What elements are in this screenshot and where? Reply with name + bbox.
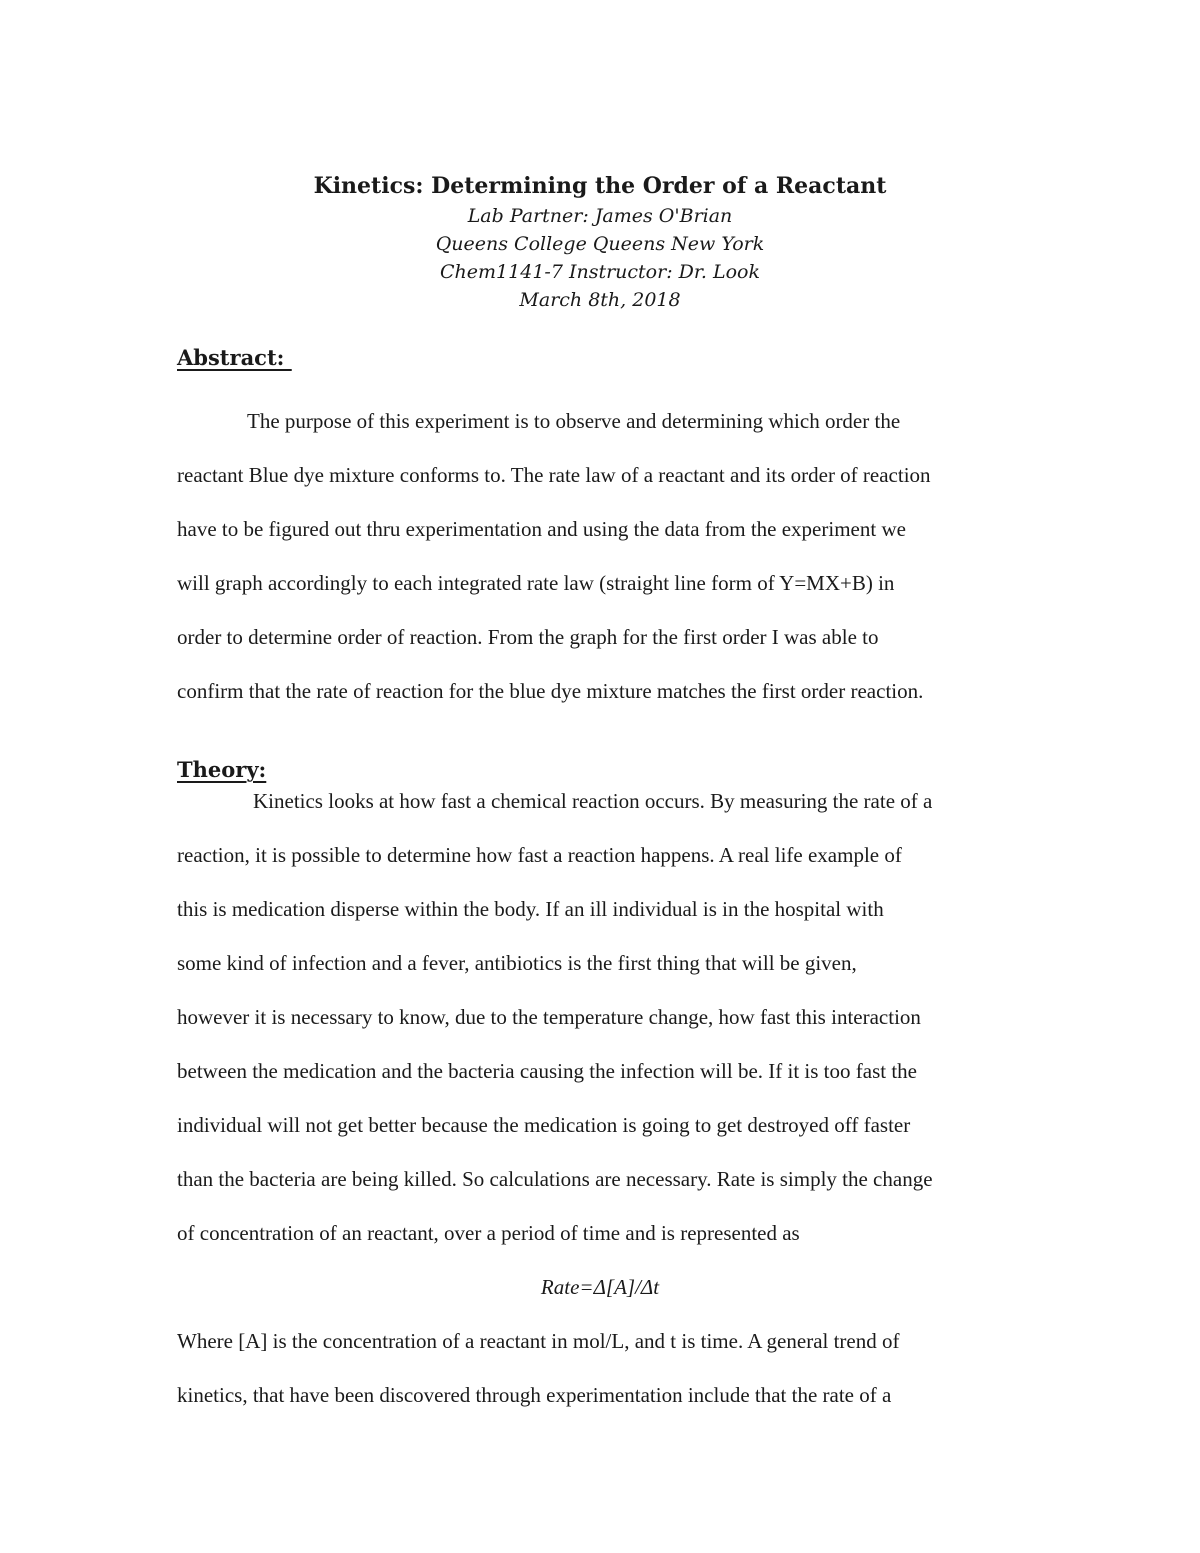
theory-line: than the bacteria are being killed. So calculations are necessary. Rate is simply the change xyxy=(177,1167,933,1191)
theory-line: however it is necessary to know, due to the temperature change, how fast this interaction xyxy=(177,1005,921,1029)
abstract-line: will graph accordingly to each integrated rate law (straight line form of Y=MX+B) in xyxy=(177,571,895,595)
abstract-heading: Abstract: xyxy=(177,345,292,370)
document-title: Kinetics: Determining the Order of a Reactant xyxy=(313,173,887,199)
course-line: Chem1141-7 Instructor: Dr. Look xyxy=(440,261,760,283)
lab-partner-line: Lab Partner: James O'Brian xyxy=(467,205,733,227)
theory-line: reaction, it is possible to determine how fast a reaction happens. A real life example of xyxy=(177,843,902,867)
institution-line: Queens College Queens New York xyxy=(435,233,765,255)
rate-formula: Rate=Δ[A]/Δt xyxy=(540,1275,660,1299)
theory-heading: Theory: xyxy=(177,757,267,782)
theory-line: kinetics, that have been discovered through experimentation include that the rate of a xyxy=(177,1383,892,1407)
abstract-line: order to determine order of reaction. From the graph for the first order I was able to xyxy=(177,625,879,649)
title-block xyxy=(0,170,1200,314)
abstract-line: have to be figured out thru experimentation and using the data from the experiment we xyxy=(177,517,906,541)
theory-line: Kinetics looks at how fast a chemical reaction occurs. By measuring the rate of a xyxy=(253,789,933,813)
theory-line: of concentration of an reactant, over a period of time and is represented as xyxy=(177,1221,800,1245)
date-line: March 8th, 2018 xyxy=(519,289,681,311)
theory-line: between the medication and the bacteria causing the infection will be. If it is too fast the xyxy=(177,1059,917,1083)
abstract-line: reactant Blue dye mixture conforms to. The rate law of a reactant and its order of reaction xyxy=(177,463,931,487)
theory-line: individual will not get better because the medication is going to get destroyed off faster xyxy=(177,1113,911,1137)
theory-line: some kind of infection and a fever, antibiotics is the first thing that will be given, xyxy=(177,951,857,975)
abstract-line: The purpose of this experiment is to observe and determining which order the xyxy=(247,409,901,433)
theory-line: this is medication disperse within the body. If an ill individual is in the hospital with xyxy=(177,897,884,921)
abstract-line: confirm that the rate of reaction for the blue dye mixture matches the first order reaction. xyxy=(177,679,924,703)
theory-line: Where [A] is the concentration of a reactant in mol/L, and t is time. A general trend of xyxy=(177,1329,900,1353)
